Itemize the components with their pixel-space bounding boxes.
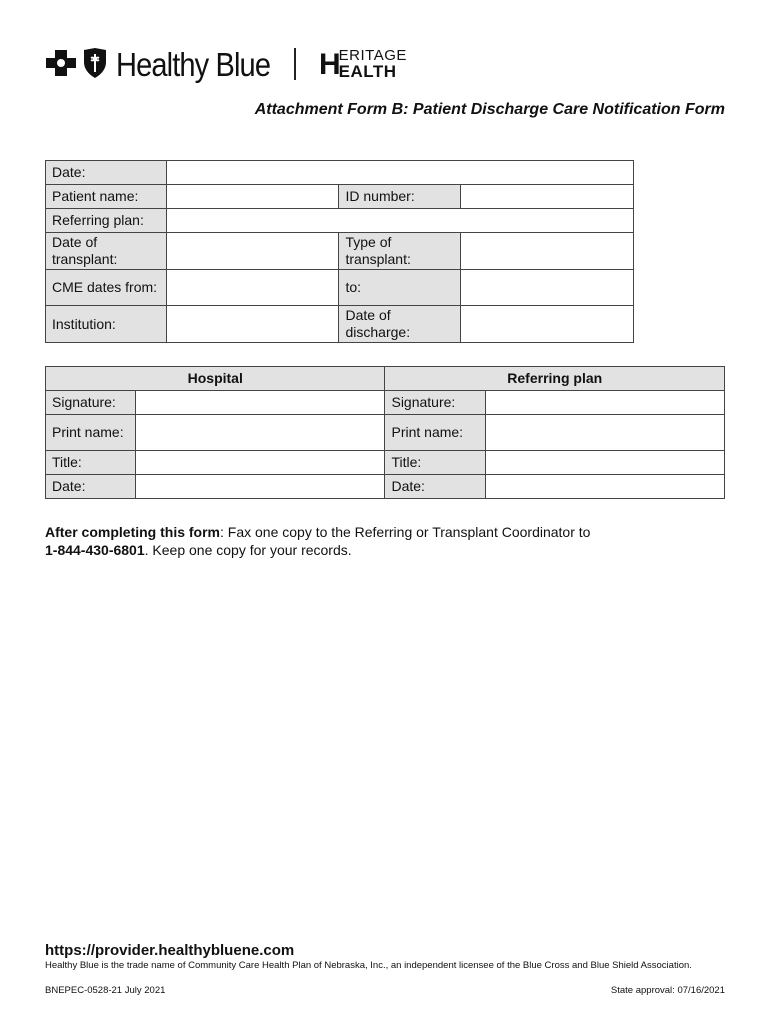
institution-field[interactable]	[166, 306, 339, 343]
trade-name-note: Healthy Blue is the trade name of Community Care Health Plan of Nebraska, Inc., an independent licensee of the Blue Cross and Blue Shield Association.	[45, 960, 692, 971]
id-number-label: ID number:	[339, 185, 461, 209]
instructions-text-1: : Fax one copy to the Referring or Transplant Coordinator to	[220, 524, 591, 540]
fax-number: 1-844-430-6801	[45, 542, 145, 558]
provider-url-link[interactable]: https://provider.healthybluene.com	[45, 942, 295, 959]
heritage-health-logo	[319, 46, 407, 80]
instructions	[45, 523, 725, 559]
type-of-transplant-field[interactable]	[461, 233, 634, 270]
hospital-print-name-field[interactable]	[135, 415, 385, 451]
brand-name: Healthy Blue	[116, 46, 271, 83]
hospital-print-name-label: Print name:	[46, 415, 136, 451]
referring-plan-header: Referring plan	[385, 367, 725, 391]
hospital-header: Hospital	[46, 367, 385, 391]
logo-divider	[294, 48, 296, 80]
state-approval: State approval: 07/16/2021	[610, 985, 725, 996]
cme-dates-to-field[interactable]	[461, 270, 634, 306]
healthy-blue-logo	[44, 45, 286, 85]
health-word: EALTH	[338, 62, 397, 81]
date-label: Date:	[46, 161, 167, 185]
date-of-discharge-label: Date of discharge:	[339, 306, 461, 343]
blue-shield-icon	[82, 47, 108, 84]
date-of-discharge-field[interactable]	[461, 306, 634, 343]
instructions-text-2: . Keep one copy for your records.	[144, 542, 352, 558]
document-code: BNEPEC-0528-21 July 2021	[45, 985, 166, 996]
institution-label: Institution:	[46, 306, 167, 343]
hospital-date-label: Date:	[46, 475, 136, 499]
cme-dates-from-label: CME dates from:	[46, 270, 167, 306]
plan-signature-label: Signature:	[385, 391, 486, 415]
date-field[interactable]	[166, 161, 633, 185]
type-of-transplant-label: Type of transplant:	[339, 233, 461, 270]
blue-cross-icon	[44, 48, 78, 83]
hospital-signature-label: Signature:	[46, 391, 136, 415]
patient-name-field[interactable]	[166, 185, 339, 209]
plan-title-label: Title:	[385, 451, 486, 475]
id-number-field[interactable]	[461, 185, 634, 209]
hospital-title-label: Title:	[46, 451, 136, 475]
cme-dates-to-label: to:	[339, 270, 461, 306]
plan-print-name-label: Print name:	[385, 415, 486, 451]
referring-plan-field[interactable]	[166, 209, 633, 233]
heritage-initial: H	[319, 48, 341, 81]
hospital-signature-field[interactable]	[135, 391, 385, 415]
form-title: Attachment Form B: Patient Discharge Care Notification Form	[254, 101, 725, 118]
plan-signature-field[interactable]	[486, 391, 725, 415]
date-of-transplant-label: Date of transplant:	[46, 233, 167, 270]
plan-date-field[interactable]	[486, 475, 725, 499]
date-of-transplant-field[interactable]	[166, 233, 339, 270]
plan-date-label: Date:	[385, 475, 486, 499]
hospital-title-field[interactable]	[135, 451, 385, 475]
hospital-date-field[interactable]	[135, 475, 385, 499]
instructions-lead: After completing this form	[45, 524, 221, 540]
signature-table	[45, 366, 725, 499]
referring-plan-label: Referring plan:	[46, 209, 167, 233]
plan-print-name-field[interactable]	[486, 415, 725, 451]
heritage-word: ERITAGE	[338, 47, 407, 64]
patient-name-label: Patient name:	[46, 185, 167, 209]
cme-dates-from-field[interactable]	[166, 270, 339, 306]
patient-info-table	[45, 160, 634, 343]
plan-title-field[interactable]	[486, 451, 725, 475]
